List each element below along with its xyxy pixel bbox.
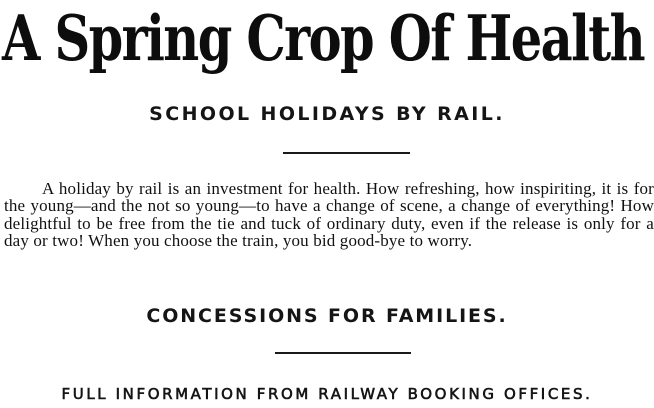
subheading-school-holidays: SCHOOL HOLIDAYS BY RAIL. bbox=[149, 103, 505, 125]
footer-information-line: FULL INFORMATION FROM RAILWAY BOOKING OFFICES. bbox=[61, 385, 593, 403]
divider-rule-bottom bbox=[275, 352, 411, 354]
headline: A Spring Crop Of Health bbox=[2, 1, 644, 75]
body-paragraph: A holiday by rail is an investment for health. How refreshing, how inspiriting, it is for the young—and the not so young—to have a change of scene, a change of everything! How delightful to be free from the tie and tuck of ordinary duty, even if the release is only for a day or two! When you choose the train, you bid good-bye to worry. bbox=[4, 179, 654, 251]
subheading-concessions: CONCESSIONS FOR FAMILIES. bbox=[146, 305, 508, 327]
divider-rule-top bbox=[283, 152, 410, 154]
